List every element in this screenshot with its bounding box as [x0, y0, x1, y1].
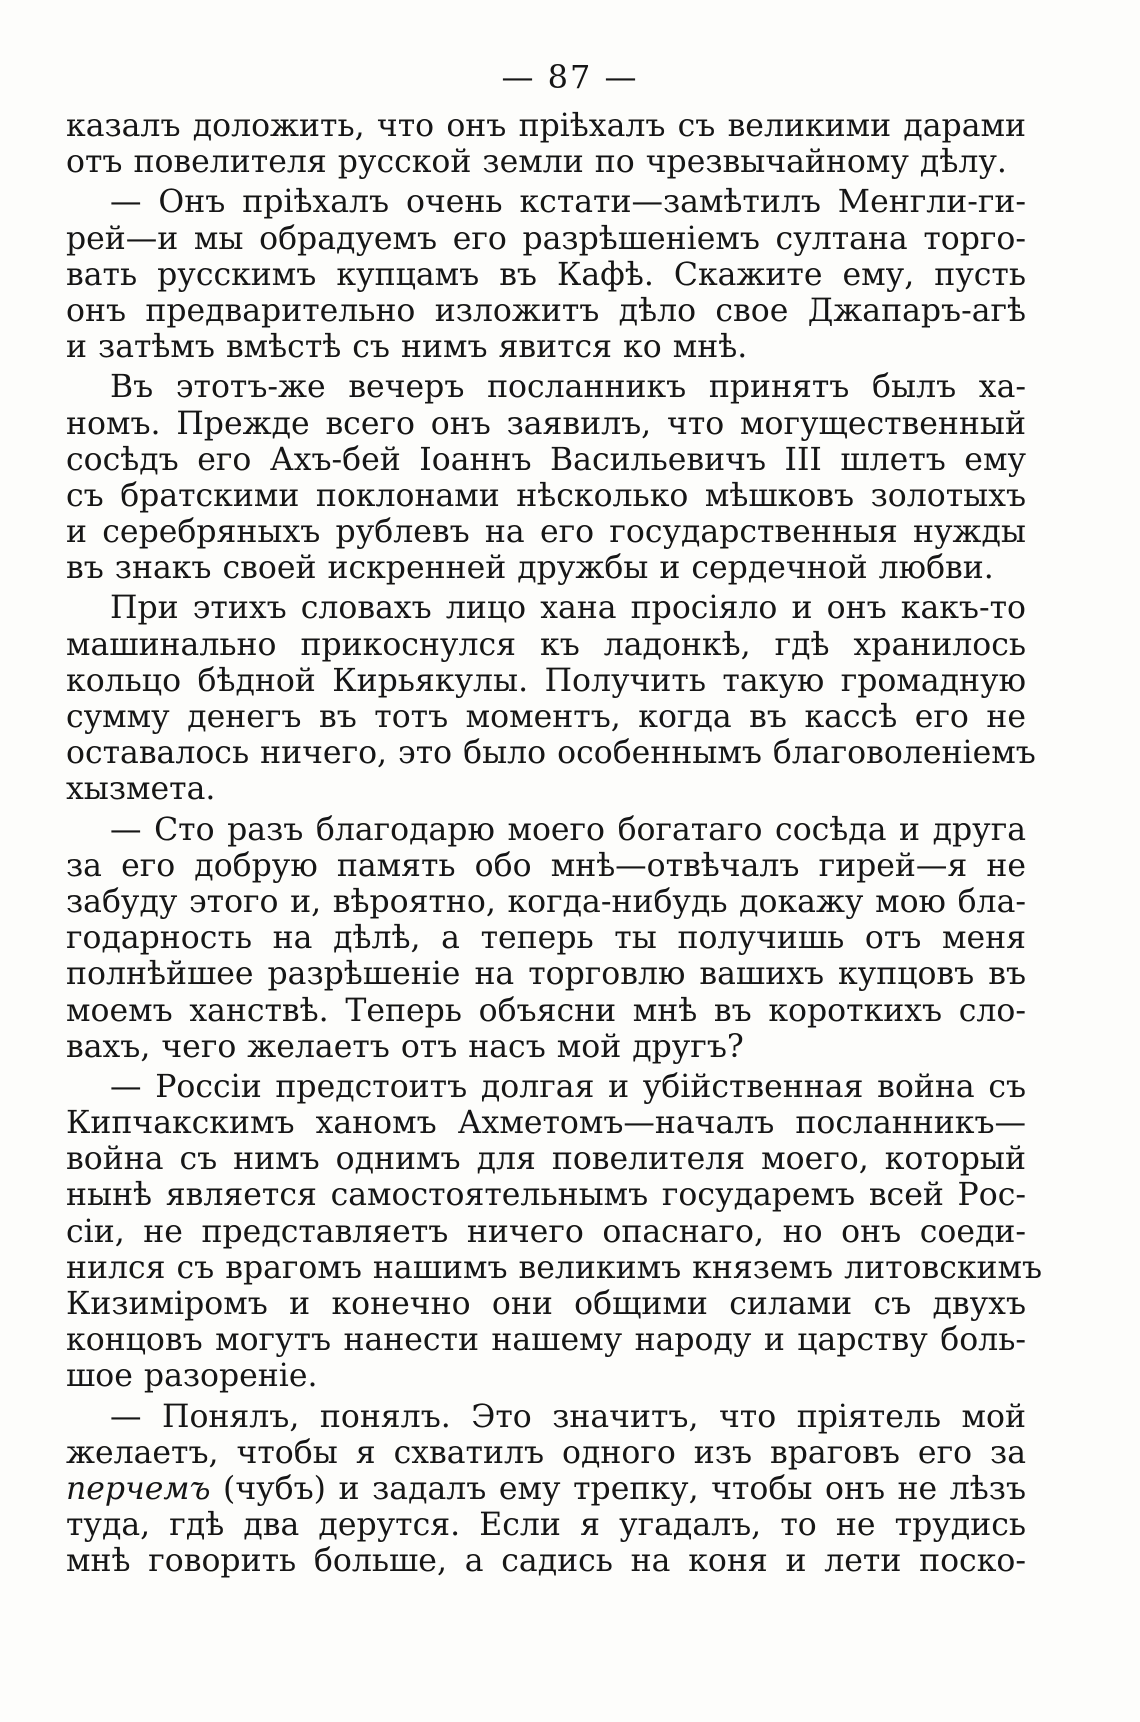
text-line: концовъ могутъ нанести нашему народу и царству боль-	[66, 1322, 1026, 1359]
italic-word: перчемъ	[66, 1470, 211, 1507]
text-line: туда, гдѣ два дерутся. Если я угадалъ, то не трудись	[66, 1507, 1026, 1544]
text-line: вать русскимъ купцамъ въ Кафѣ. Скажите ему, пусть	[66, 256, 1026, 293]
text-line: рей—и мы обрадуемъ его разрѣшеніемъ султана торго-	[66, 220, 1026, 257]
text-line: и серебряныхъ рублевъ на его государственныя нужды	[66, 514, 1026, 551]
text-line: и затѣмъ вмѣстѣ съ нимъ явится ко мнѣ.	[66, 329, 748, 366]
text-line: забуду этого и, вѣроятно, когда-нибудь докажу мою бла-	[66, 883, 1026, 920]
text-line: Въ этотъ-же вечеръ посланникъ принятъ былъ ха-	[110, 369, 1026, 406]
text-line: отъ повелителя русской земли по чрезвычайному дѣлу.	[66, 144, 1007, 181]
text-line: мнѣ говорить больше, а садись на коня и лети поско-	[66, 1543, 1026, 1580]
text-line: Кипчакскимъ ханомъ Ахметомъ—началъ посланникъ—	[66, 1105, 1026, 1142]
text-line: шое разореніе.	[66, 1358, 318, 1395]
text-line: номъ. Прежде всего онъ заявилъ, что могущественный	[66, 405, 1026, 442]
text-line: въ знакъ своей искренней дружбы и сердечной любви.	[66, 550, 994, 587]
text-line-with-italic	[66, 1471, 1026, 1507]
line-remainder: (чубъ) и задалъ ему трепку, чтобы онъ не лѣзъ	[223, 1470, 1026, 1507]
text-line: нынѣ является самостоятельнымъ государемъ всей Рос-	[66, 1177, 1026, 1214]
text-line: сосѣдъ его Ахъ-бей Іоаннъ Васильевичъ III шлетъ ему	[66, 441, 1026, 478]
text-line: желаетъ, чтобы я схватилъ одного изъ враговъ его за	[66, 1434, 1026, 1471]
text-line: съ братскими поклонами нѣсколько мѣшковъ золотыхъ	[66, 477, 1026, 514]
page-number: — 87 —	[501, 58, 639, 96]
text-line: — Онъ пріѣхалъ очень кстати—замѣтилъ Менгли-ги-	[110, 184, 1026, 221]
text-line: кольцо бѣдной Кирьякулы. Получить такую громадную	[66, 662, 1026, 699]
text-line: оставалось ничего, это было особеннымъ благоволеніемъ	[66, 735, 1036, 772]
text-line: годарность на дѣлѣ, а теперь ты получишь отъ меня	[66, 920, 1026, 957]
text-line: машинально прикоснулся къ ладонкѣ, гдѣ хранилось	[66, 626, 1026, 663]
text-line: война съ нимъ однимъ для повелителя моего, который	[66, 1141, 1026, 1178]
text-line: полнѣйшее разрѣшеніе на торговлю вашихъ купцовъ въ	[66, 956, 1026, 993]
text-line: казалъ доложить, что онъ пріѣхалъ съ великими дарами	[66, 108, 1026, 144]
text-line: — Сто разъ благодарю моего богатаго сосѣда и друга	[110, 811, 1026, 848]
text-line: моемъ ханствѣ. Теперь объясни мнѣ въ короткихъ сло-	[66, 992, 1026, 1029]
page-body-text	[66, 108, 1043, 1580]
text-line: вахъ, чего желаетъ отъ насъ мой другъ?	[66, 1028, 744, 1065]
text-line: сумму денегъ въ тотъ моментъ, когда въ кассѣ его не	[66, 699, 1026, 735]
text-line: сіи, не представляетъ ничего опаснаго, но онъ соеди-	[66, 1213, 1026, 1250]
text-line: — Россіи предстоитъ долгая и убійственная война съ	[110, 1068, 1026, 1105]
text-line: за его добрую память обо мнѣ—отвѣчалъ гирей—я не	[66, 847, 1026, 884]
text-line: хызмета.	[66, 771, 216, 808]
text-line: нился съ врагомъ нашимъ великимъ княземъ литовскимъ	[66, 1249, 1043, 1286]
text-line: При этихъ словахъ лицо хана просіяло и онъ какъ-то	[110, 590, 1026, 627]
text-line: Кизиміромъ и конечно они общими силами съ двухъ	[66, 1286, 1026, 1322]
text-line: — Понялъ, понялъ. Это значитъ, что пріятель мой	[110, 1398, 1026, 1435]
text-line: онъ предварительно изложитъ дѣло свое Джапаръ-агѣ	[66, 292, 1026, 329]
